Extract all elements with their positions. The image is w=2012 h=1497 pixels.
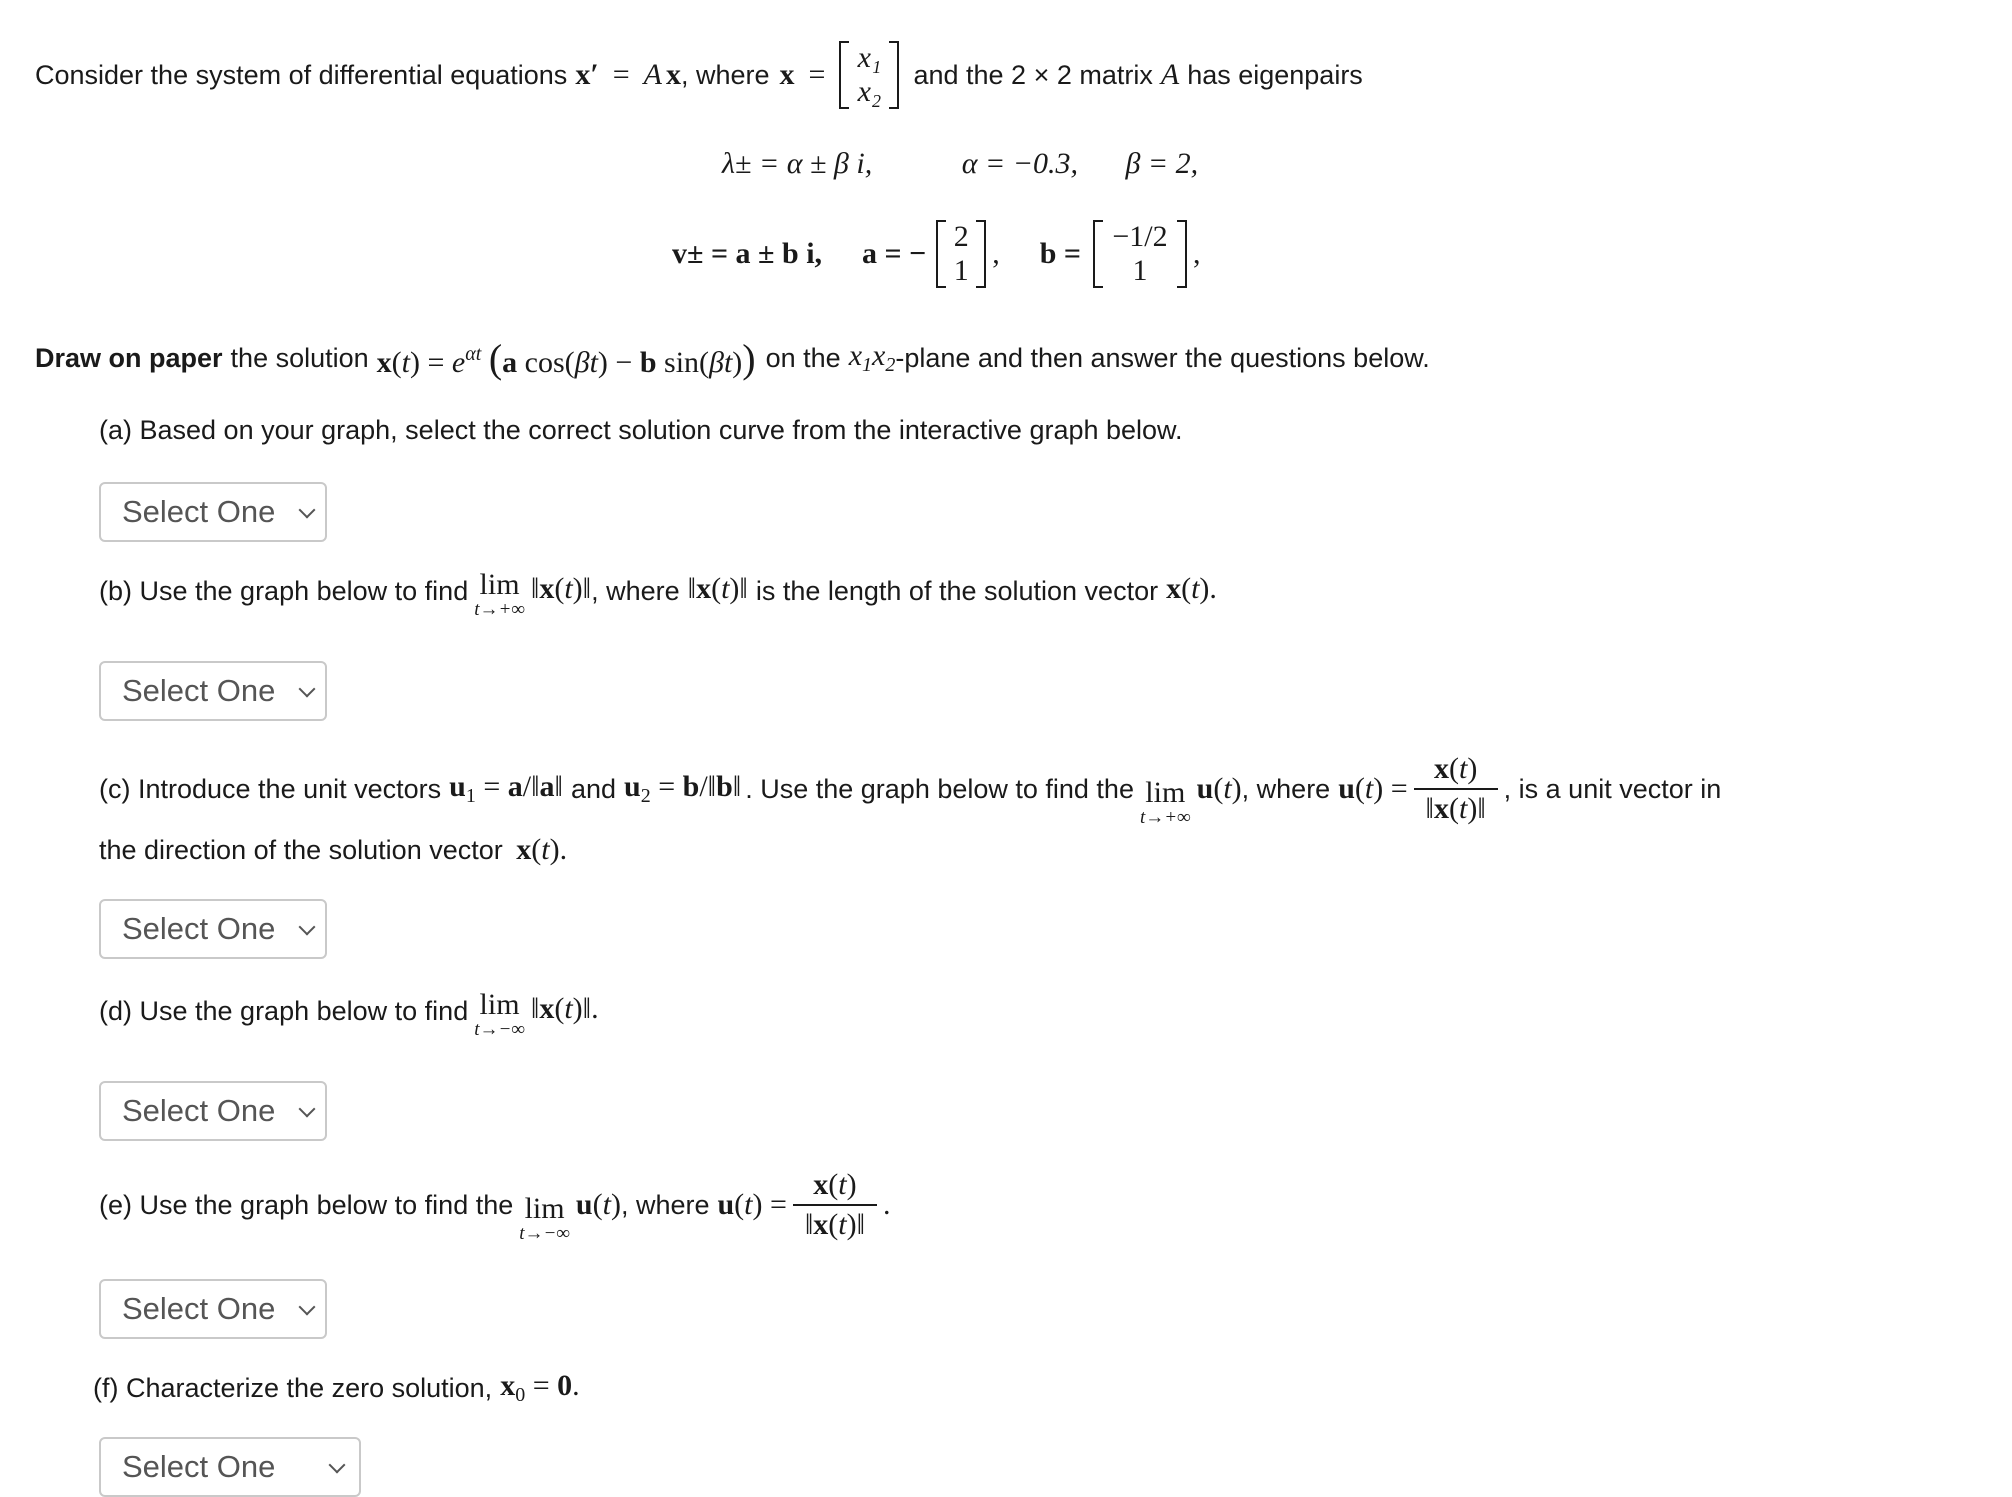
intro-line <box>35 40 1363 110</box>
norm-x-d: ‖x(t)‖. <box>530 992 599 1025</box>
limit-c: lim t→+∞ <box>1139 776 1191 828</box>
question-c <box>99 750 1721 828</box>
intro-tail2: has eigenpairs <box>1187 59 1363 90</box>
limit-b: lim t→+∞ <box>474 568 525 620</box>
u-of-t-e: u(t) <box>575 1188 621 1221</box>
chevron-down-icon <box>299 1101 316 1118</box>
draw-instruction <box>35 336 1430 380</box>
question-a-text: (a) Based on your graph, select the correct solution curve from the interactive graph below. <box>99 415 1183 445</box>
limit-e: lim t→−∞ <box>519 1192 570 1244</box>
question-c-line2-text: the direction of the solution vector <box>99 835 503 865</box>
select-d[interactable] <box>99 1081 327 1141</box>
question-c-pre: (c) Introduce the unit vectors <box>99 773 442 804</box>
comma-2: , <box>1193 237 1201 270</box>
x-of-t-c: x(t). <box>516 833 568 866</box>
question-f <box>93 1369 580 1407</box>
question-b-pre: (b) Use the graph below to find <box>99 576 469 606</box>
select-f-value: Select One <box>122 1449 276 1484</box>
question-d-pre: (d) Use the graph below to find <box>99 996 469 1026</box>
question-f-pre: (f) Characterize the zero solution, <box>93 1372 493 1403</box>
beta-value: β = 2, <box>1125 147 1199 180</box>
question-d <box>99 990 599 1040</box>
chevron-down-icon <box>299 919 316 936</box>
question-c-line2 <box>99 833 567 867</box>
limit-d: lim t→−∞ <box>474 988 525 1040</box>
v-expr: v± = a ± b i, <box>672 237 823 270</box>
select-a-value: Select One <box>122 494 276 529</box>
question-b-post2: is the length of the solution vector <box>755 576 1159 606</box>
chevron-down-icon <box>299 1299 316 1316</box>
question-a <box>99 415 1183 446</box>
solution-formula: $x(t) = e^{\alpha t}$ (a cos(βt) − b sin(βt)) <box>376 335 756 381</box>
matrix-name: A <box>1160 58 1180 91</box>
select-e-value: Select One <box>122 1291 276 1326</box>
zero-solution: $x_0 = 0$. <box>500 1369 580 1406</box>
a-entry-2: 1 <box>953 254 969 287</box>
chevron-down-icon <box>329 1457 346 1474</box>
question-b-post1: , where <box>591 576 680 606</box>
question-e <box>99 1166 890 1244</box>
select-d-value: Select One <box>122 1093 276 1128</box>
norm-x-2: ‖x(t)‖ <box>687 572 748 605</box>
x-column-vector <box>839 41 899 109</box>
lambda-expr: λ± = α ± β i, <box>722 147 873 180</box>
equals-sign: = <box>612 58 630 91</box>
equals-sign-2: = <box>808 58 826 91</box>
x-of-t: x(t). <box>1166 572 1217 605</box>
alpha-value: α = −0.3, <box>961 147 1078 180</box>
select-f[interactable] <box>99 1437 361 1497</box>
u-def-e: u(t) = <box>717 1188 787 1221</box>
draw-bold-lead: Draw on paper <box>35 342 223 373</box>
x-prime: x′ <box>575 58 599 91</box>
question-c-and: and <box>570 773 617 804</box>
draw-text-3: -plane and then answer the questions below. <box>895 342 1430 373</box>
x1-entry: x₁ <box>857 41 882 74</box>
u-def: u(t) = <box>1338 772 1408 805</box>
norm-x: ‖x(t)‖ <box>530 572 592 605</box>
intro-where: , where <box>681 59 770 90</box>
b-label: b = <box>1039 237 1082 270</box>
limit-e-under: t→−∞ <box>519 1223 570 1244</box>
u1-def: $u_1$ = a/‖a‖ <box>449 770 563 807</box>
comma: , <box>992 237 1000 270</box>
select-c[interactable] <box>99 899 327 959</box>
eigenvalue-line <box>722 147 1198 181</box>
select-e[interactable] <box>99 1279 327 1339</box>
limit-d-under: t→−∞ <box>474 1019 525 1040</box>
draw-text-1: the solution <box>230 342 369 373</box>
u2-def: $u_2$ = b/‖b‖ <box>624 770 742 807</box>
matrix-a-symbol: A <box>643 58 662 91</box>
a-entry-1: 2 <box>953 220 969 253</box>
x-vector-symbol: x <box>666 58 681 91</box>
draw-text-2: on the <box>765 342 841 373</box>
question-e-where: , where <box>620 1189 710 1220</box>
question-b <box>99 570 1217 620</box>
chevron-down-icon <box>299 502 316 519</box>
question-c-where: , where <box>1241 773 1331 804</box>
a-label: a = − <box>862 237 927 270</box>
intro-lead: Consider the system of differential equations <box>35 59 568 90</box>
select-a[interactable] <box>99 482 327 542</box>
b-entry-2: 1 <box>1132 254 1148 287</box>
a-column-vector <box>936 220 986 288</box>
question-c-tail: , is a unit vector in <box>1503 773 1722 804</box>
question-c-mid: . Use the graph below to find the <box>745 773 1134 804</box>
chevron-down-icon <box>299 681 316 698</box>
select-b[interactable] <box>99 661 327 721</box>
question-e-pre: (e) Use the graph below to find the <box>99 1189 514 1220</box>
fraction-e: $\frac{x(t)}{‖x(t)‖}$ <box>793 1168 877 1242</box>
select-b-value: Select One <box>122 673 276 708</box>
intro-tail: and the 2 × 2 matrix <box>913 59 1153 90</box>
select-c-value: Select One <box>122 911 276 946</box>
fraction-c: $\frac{x(t)}{‖x(t)‖}$ <box>1414 752 1498 826</box>
x2-entry: x₂ <box>857 75 882 108</box>
limit-b-under: t→+∞ <box>474 599 525 620</box>
plane-symbol: $x_1x_2$ <box>848 339 896 376</box>
limit-c-under: t→+∞ <box>1139 807 1191 828</box>
period: . <box>882 1188 891 1221</box>
b-column-vector <box>1093 220 1187 288</box>
b-entry-1: −1/2 <box>1112 220 1168 253</box>
eigenvector-line <box>672 212 1201 296</box>
x-vector-def: x <box>779 58 795 91</box>
u-of-t: u(t) <box>1196 772 1242 805</box>
